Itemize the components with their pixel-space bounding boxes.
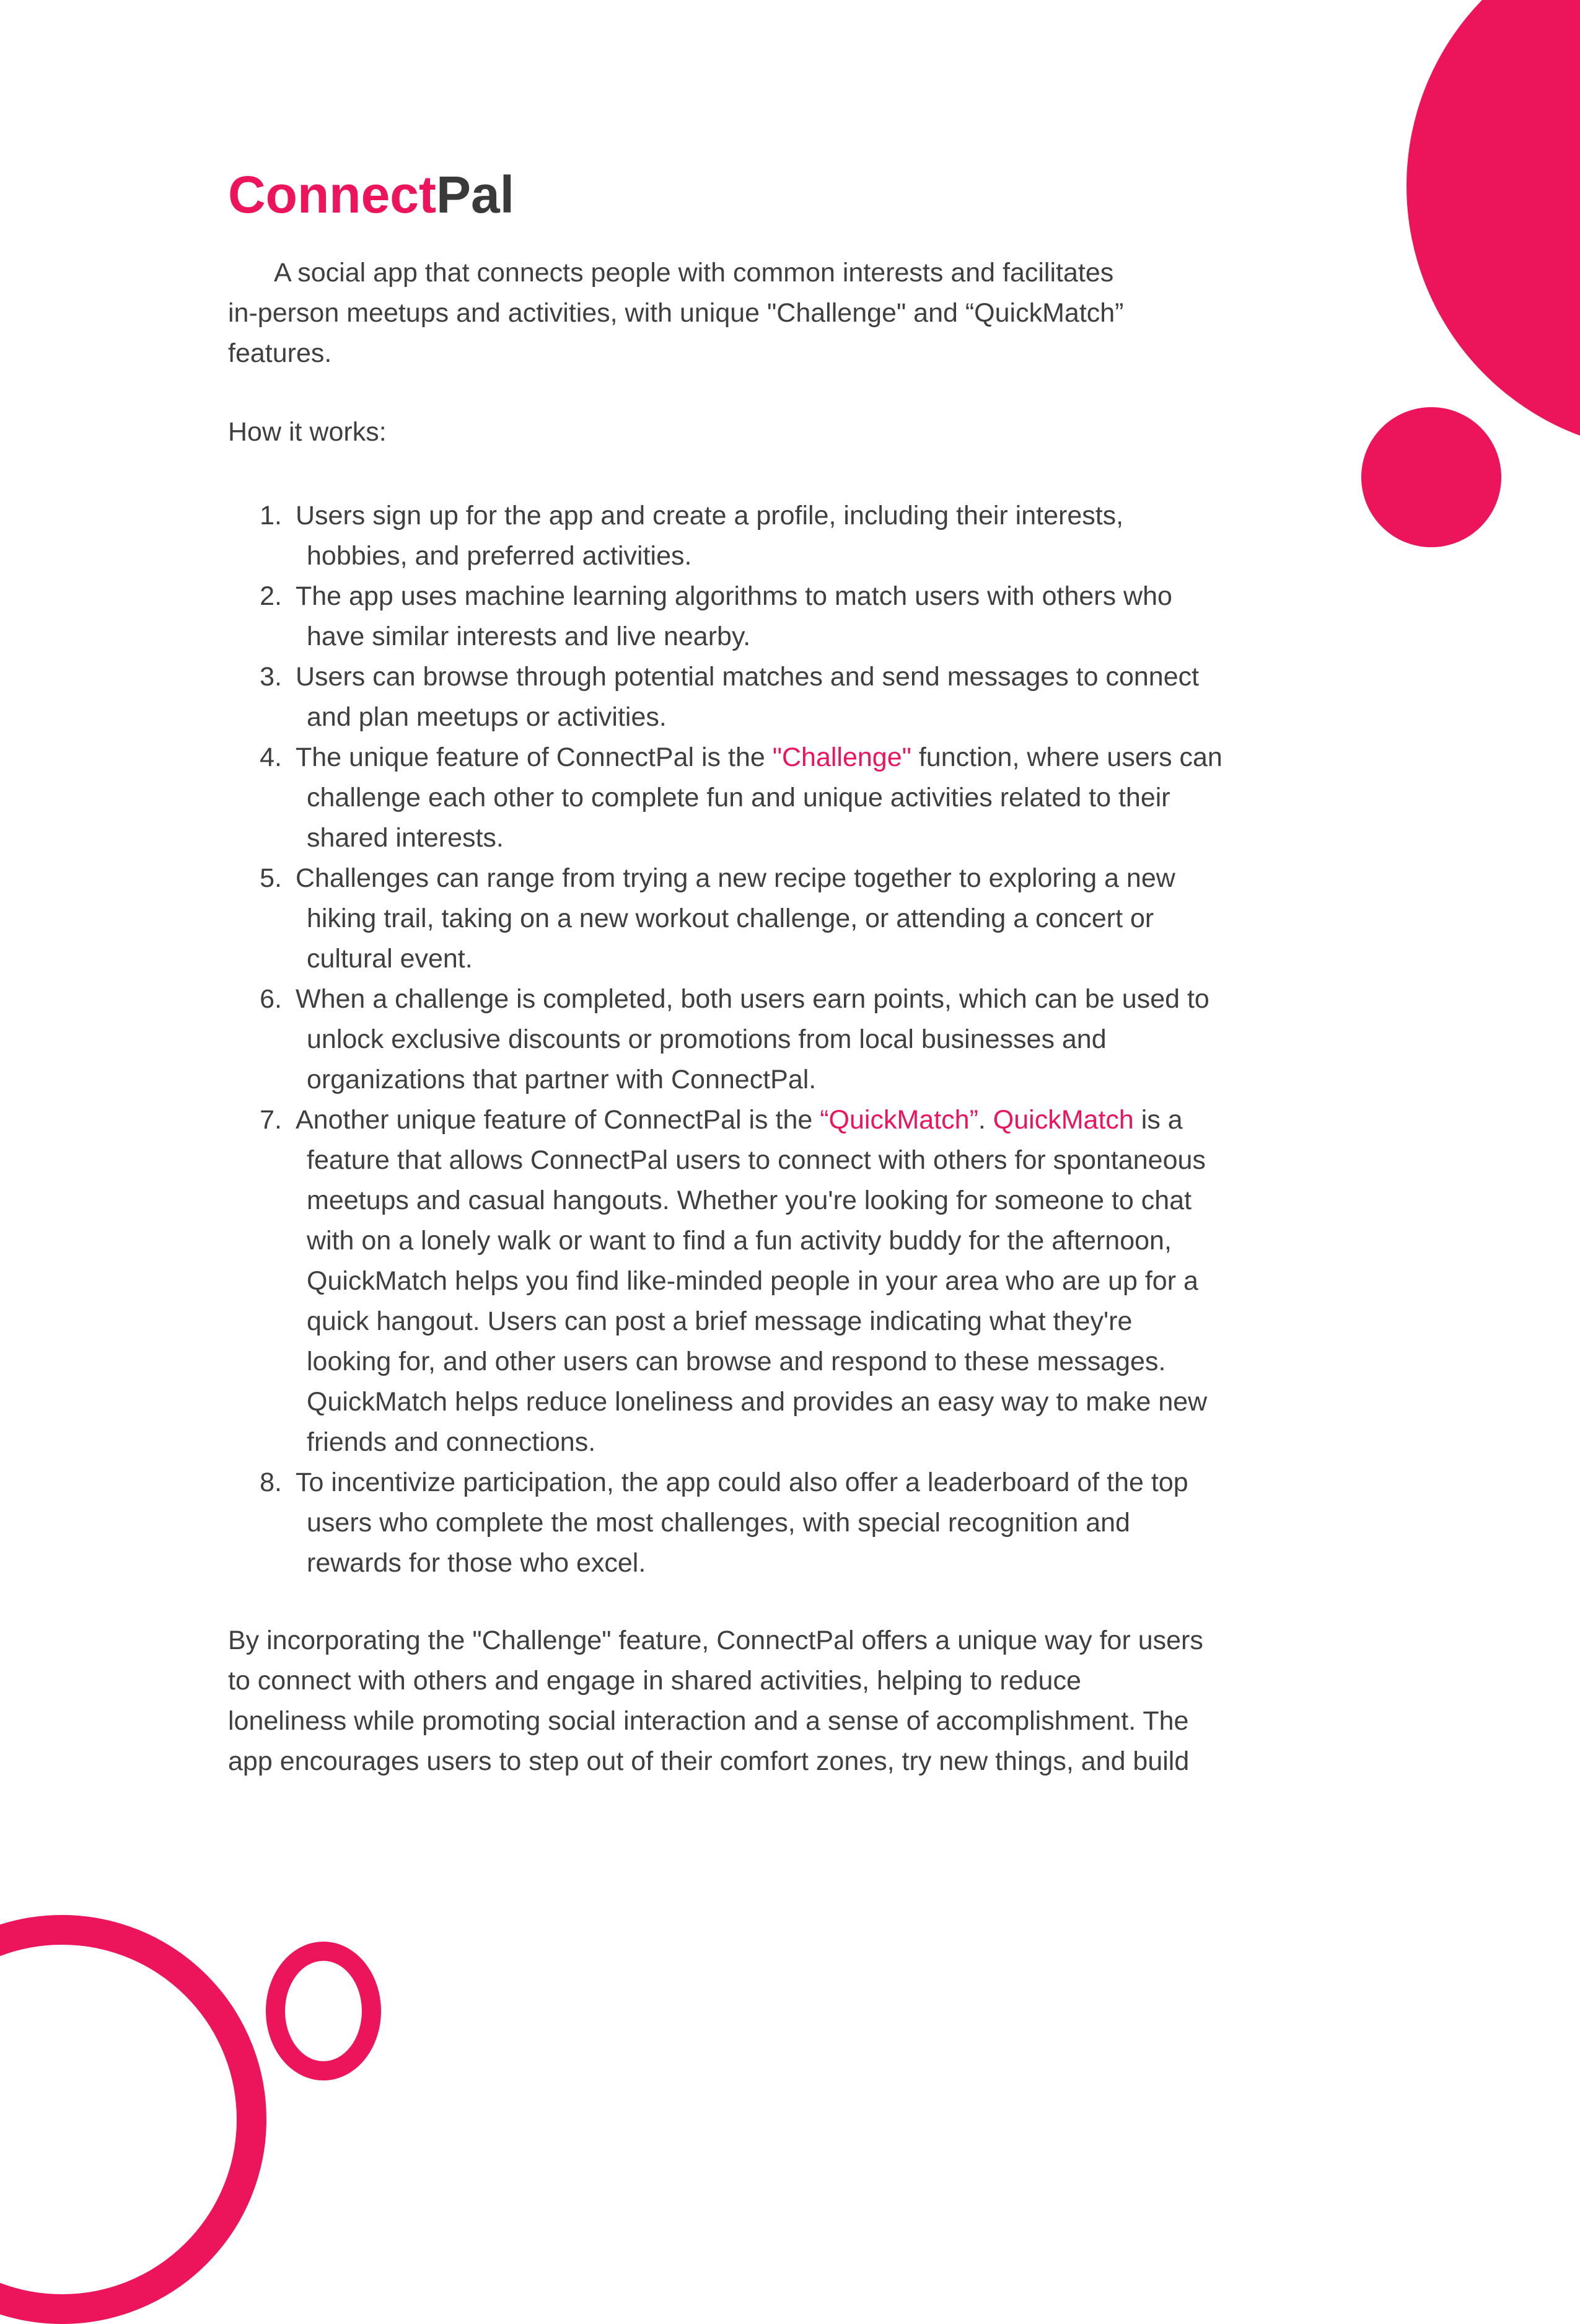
body-text: feature that allows ConnectPal users to connect with others for spontaneous [307,1145,1206,1175]
text-line [296,1301,1352,1342]
text-line [228,253,1352,293]
body-text: cultural event. [307,944,473,974]
list-item-number: 8. [260,1468,282,1497]
closing-paragraph [228,1621,1352,1782]
body-text: is a [1133,1105,1183,1135]
intro-paragraph [228,253,1352,374]
text-line [296,1019,1352,1060]
list-item [228,737,1352,858]
text-line [228,293,1352,333]
body-text: challenge each other to complete fun and unique activities related to their [307,783,1170,812]
body-text: Challenges can range from trying a new recipe together to exploring a new [296,863,1175,893]
list-item-text [296,737,1352,858]
list-item-text [296,1100,1352,1463]
body-text: loneliness while promoting social interaction and a sense of accomplishment. The [228,1706,1189,1736]
body-text: app encourages users to step out of their comfort zones, try new things, and build [228,1746,1190,1776]
list-item-number: 5. [260,863,282,893]
list-item-number: 1. [260,501,282,530]
text-line [296,576,1352,617]
body-text: and plan meetups or activities. [307,702,667,732]
text-line [296,1422,1352,1463]
body-text: The app uses machine learning algorithms to match users with others who [296,581,1172,611]
text-line [228,333,1352,374]
section-heading: How it works: [228,417,387,447]
list-item-number: 2. [260,581,282,611]
body-text: features. [228,338,332,368]
text-line [228,1741,1352,1782]
list-item-text [296,858,1352,979]
list-item-number: 7. [260,1105,282,1135]
body-text: quick hangout. Users can post a brief message indicating what they're [307,1306,1133,1336]
body-text: QuickMatch helps you find like-minded people in your area who are up for a [307,1266,1198,1296]
body-text: rewards for those who excel. [307,1548,646,1578]
decor-ring-small-icon [266,1942,381,2080]
body-text: When a challenge is completed, both users earn points, which can be used to [296,984,1209,1014]
title-rest-part: Pal [436,165,515,224]
body-text: Users sign up for the app and create a profile, including their interests, [296,501,1124,530]
title-accent-part: Connect [228,165,436,224]
text-line [296,1181,1352,1221]
body-text: Users can browse through potential matches and send messages to connect [296,662,1200,692]
body-text: shared interests. [307,823,504,853]
body-text: To incentivize participation, the app could also offer a leaderboard of the top [296,1468,1188,1497]
accent-text: “QuickMatch” [820,1105,978,1135]
list-item [228,979,1352,1100]
text-line [296,737,1352,778]
body-text: unlock exclusive discounts or promotions from local businesses and [307,1024,1107,1054]
list-item-text [296,657,1352,737]
list-item [228,576,1352,657]
list-item-text [296,1463,1352,1583]
text-line [296,939,1352,979]
text-line [296,979,1352,1019]
text-line [228,1701,1352,1741]
body-text: friends and connections. [307,1427,596,1457]
body-text: have similar interests and live nearby. [307,622,751,651]
text-line [296,1060,1352,1100]
body-text: function, where users can [911,742,1222,772]
body-text: with on a lonely walk or want to find a fun activity buddy for the afternoon, [307,1226,1172,1256]
how-it-works-list [228,496,1352,1583]
accent-text: "Challenge" [772,742,911,772]
text-line [296,899,1352,939]
body-text: users who complete the most challenges, with special recognition and [307,1508,1130,1538]
body-text: By incorporating the "Challenge" feature, ConnectPal offers a unique way for users [228,1626,1203,1655]
text-line [296,1382,1352,1422]
body-text: The unique feature of ConnectPal is the [296,742,773,772]
text-line [296,617,1352,657]
list-item-text [296,496,1352,576]
text-line [296,1140,1352,1181]
text-line [296,778,1352,818]
list-item [228,858,1352,979]
list-item [228,1100,1352,1463]
text-line [228,1661,1352,1701]
list-item-text [296,576,1352,657]
body-text: organizations that partner with ConnectPal. [307,1065,817,1094]
list-item-text [296,979,1352,1100]
accent-text: QuickMatch [993,1105,1134,1135]
text-line [228,1621,1352,1661]
body-text: . [978,1105,993,1135]
list-item-number: 6. [260,984,282,1014]
body-text: looking for, and other users can browse and respond to these messages. [307,1347,1166,1376]
text-line [296,657,1352,697]
body-text: A social app that connects people with common interests and facilitates [274,258,1114,288]
page-title [228,165,1352,224]
text-line [296,1543,1352,1583]
body-text: hobbies, and preferred activities. [307,541,692,571]
body-text: in-person meetups and activities, with unique "Challenge" and “QuickMatch” [228,298,1124,328]
text-line [296,496,1352,536]
text-line [296,536,1352,576]
text-line [296,1221,1352,1261]
list-item [228,657,1352,737]
body-text: to connect with others and engage in shared activities, helping to reduce [228,1666,1081,1696]
text-line [296,1261,1352,1301]
list-item [228,1463,1352,1583]
decor-ring-large-icon [0,1915,266,2324]
document-content [228,165,1352,1782]
text-line [296,1503,1352,1543]
text-line [296,858,1352,899]
list-item [228,496,1352,576]
text-line [296,818,1352,858]
body-text: hiking trail, taking on a new workout challenge, or attending a concert or [307,904,1154,933]
decor-circle-large-icon [1407,0,1580,452]
body-text: meetups and casual hangouts. Whether you're looking for someone to chat [307,1186,1192,1215]
text-line [296,1342,1352,1382]
body-text: Another unique feature of ConnectPal is the [296,1105,820,1135]
decor-circle-medium-icon [1361,407,1501,547]
text-line [296,1100,1352,1140]
list-item-number: 3. [260,662,282,692]
body-text: QuickMatch helps reduce loneliness and provides an easy way to make new [307,1387,1208,1417]
text-line [296,1463,1352,1503]
text-line [296,697,1352,737]
list-item-number: 4. [260,742,282,772]
